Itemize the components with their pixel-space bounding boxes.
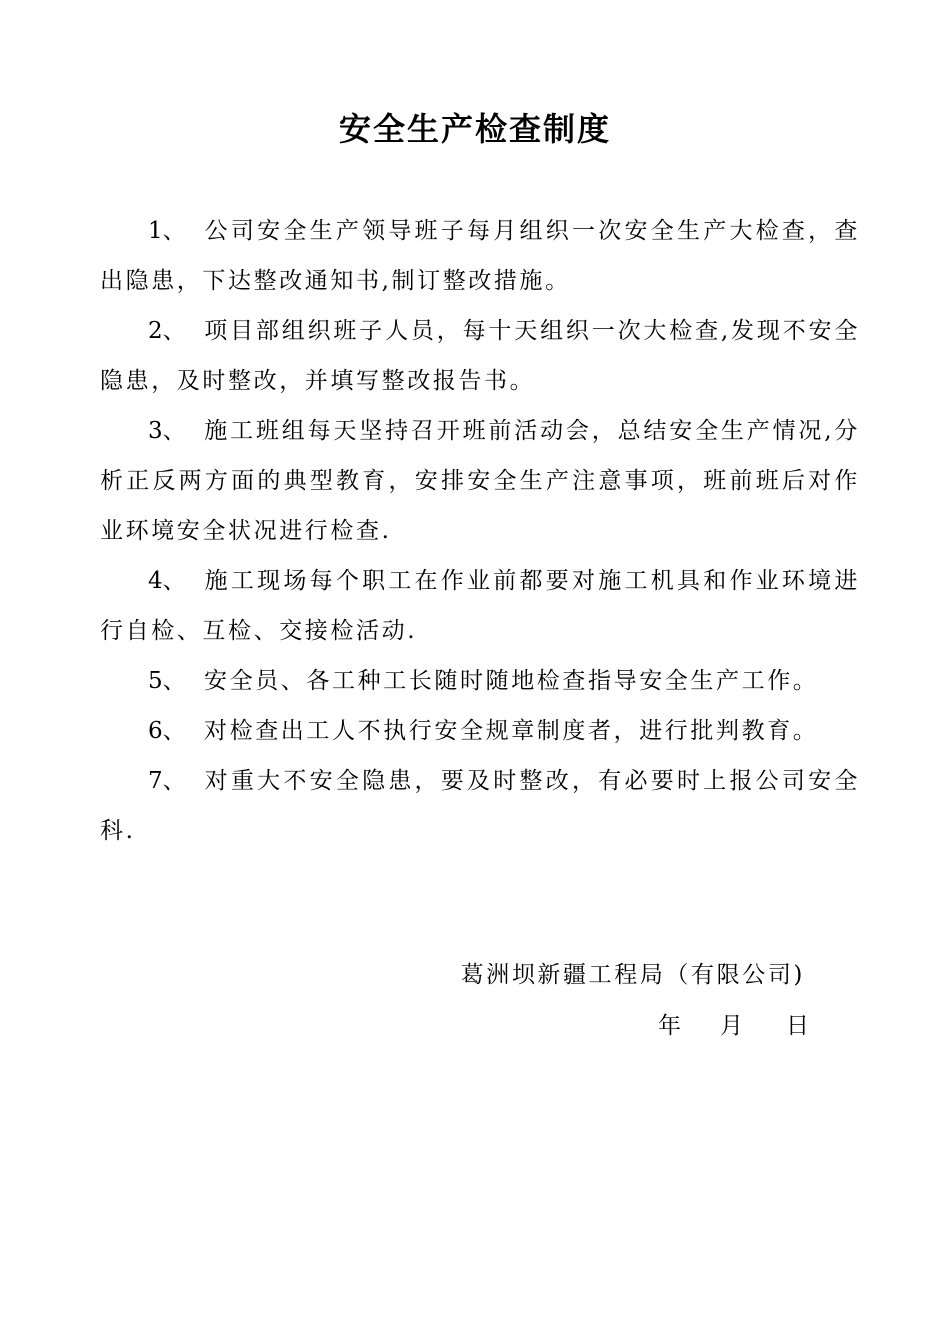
signature-organization: 葛洲坝新疆工程局（有限公司) bbox=[460, 962, 805, 988]
item-text: 公司安全生产领导班子每月组织一次安全生产大检查，查出隐患，下达整改通知书,制订整改措施。 bbox=[100, 218, 860, 294]
document-body bbox=[100, 206, 860, 856]
item-text: 对重大不安全隐患，要及时整改，有必要时上报公司安全科. bbox=[100, 768, 860, 844]
item-text: 安全员、各工种工长随时随地检查指导安全生产工作。 bbox=[204, 668, 819, 694]
item-number: 1、 bbox=[148, 218, 186, 244]
date-day-label: 日 bbox=[786, 1013, 809, 1039]
document-title: 安全生产检查制度 bbox=[338, 110, 611, 148]
list-item bbox=[100, 406, 860, 556]
list-item bbox=[100, 756, 860, 856]
list-item bbox=[100, 656, 860, 706]
item-text: 项目部组织班子人员，每十天组织一次大检查,发现不安全隐患，及时整改，并填写整改报告书。 bbox=[100, 318, 860, 394]
item-number: 6、 bbox=[148, 718, 186, 744]
item-number: 3、 bbox=[148, 418, 186, 444]
date-month-label: 月 bbox=[720, 1013, 743, 1039]
list-item bbox=[100, 556, 860, 656]
item-number: 7、 bbox=[148, 768, 186, 794]
list-item bbox=[100, 206, 860, 306]
item-number: 5、 bbox=[148, 668, 186, 694]
item-text: 施工现场每个职工在作业前都要对施工机具和作业环境进行自检、互检、交接检活动. bbox=[100, 568, 860, 644]
item-number: 4、 bbox=[148, 568, 186, 594]
item-number: 2、 bbox=[148, 318, 186, 344]
item-text: 施工班组每天坚持召开班前活动会，总结安全生产情况,分析正反两方面的典型教育，安排安全生产注意事项，班前班后对作业环境安全状况进行检查. bbox=[100, 418, 860, 544]
item-text: 对检查出工人不执行安全规章制度者，进行批判教育。 bbox=[204, 718, 819, 744]
list-item bbox=[100, 306, 860, 406]
date-year-label: 年 bbox=[658, 1013, 681, 1039]
list-item bbox=[100, 706, 860, 756]
